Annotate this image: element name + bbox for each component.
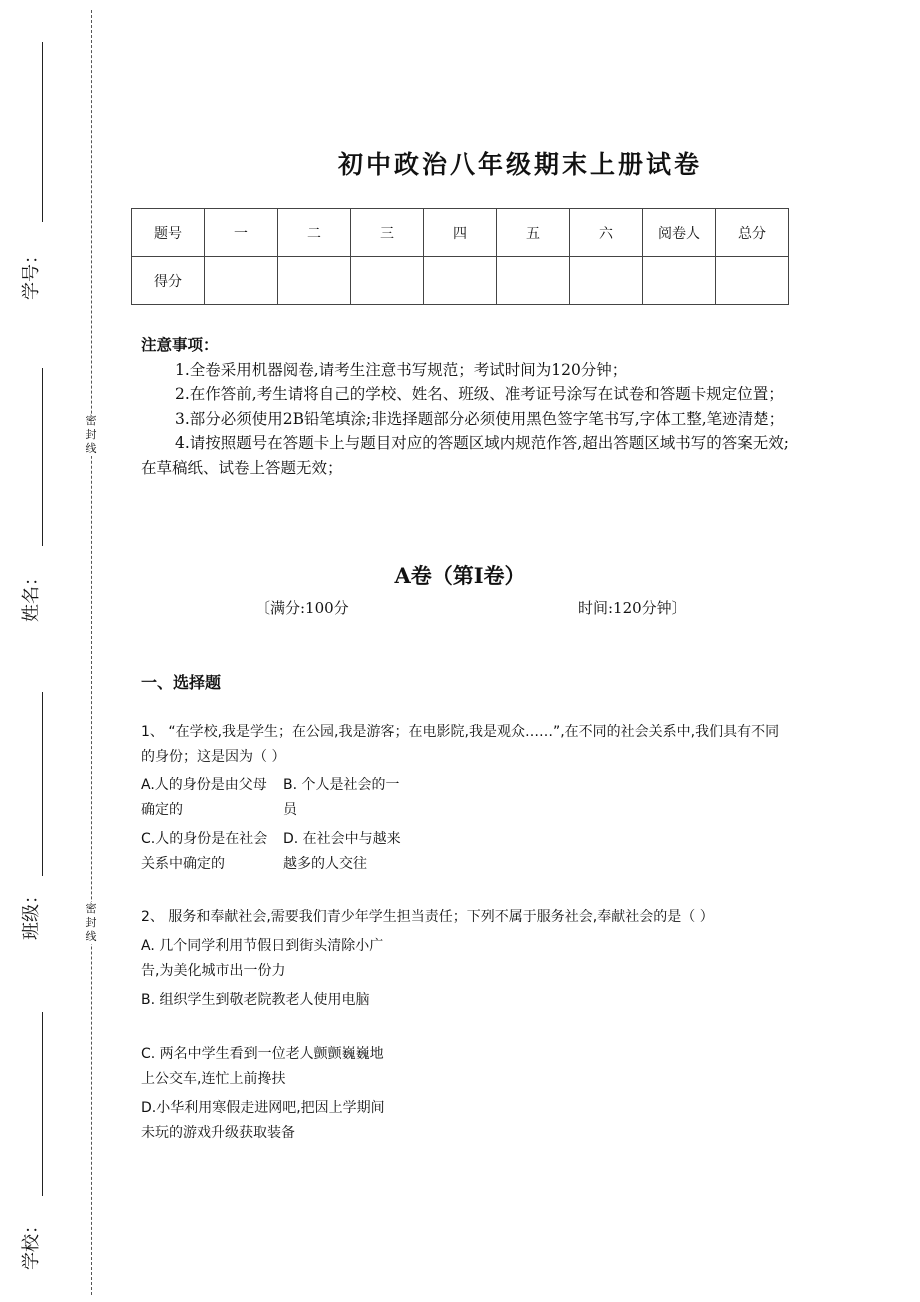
name-label: 姓名： — [21, 568, 42, 622]
exam-time: 时间:120分钟〕 — [578, 599, 687, 617]
option-b[interactable]: B. 个人是社会的一员 — [283, 777, 400, 818]
score-cell[interactable] — [424, 257, 497, 305]
student-id-label: 学号： — [21, 246, 42, 300]
header-cell: 五 — [497, 209, 570, 257]
score-cell[interactable] — [570, 257, 643, 305]
header-cell: 六 — [570, 209, 643, 257]
header-cell: 题号 — [132, 209, 205, 257]
class-label: 班级： — [21, 886, 42, 940]
option-c[interactable]: C. 两名中学生看到一位老人颤颤巍巍地上公交车,连忙上前搀扶 — [141, 1046, 384, 1087]
score-table-score-row — [132, 257, 789, 305]
option-d[interactable]: D.小华利用寒假走进网吧,把因上学期间未玩的游戏升级获取装备 — [141, 1100, 385, 1141]
notice-heading: 注意事项： — [141, 335, 219, 354]
score-cell[interactable] — [205, 257, 278, 305]
notice-block — [141, 333, 791, 480]
header-cell: 总分 — [716, 209, 789, 257]
score-cell[interactable] — [351, 257, 424, 305]
notice-item: 3.部分必须使用2B铅笔填涂;非选择题部分必须使用黑色签字笔书写,字体工整,笔迹清楚； — [175, 409, 785, 428]
class-line[interactable] — [42, 692, 43, 876]
option-b[interactable]: B. 组织学生到敬老院教老人使用电脑 — [141, 992, 370, 1008]
school-line[interactable] — [42, 1012, 43, 1196]
header-cell: 四 — [424, 209, 497, 257]
score-row-label: 得分 — [132, 257, 205, 305]
header-cell: 二 — [278, 209, 351, 257]
notice-item: 4.请按照题号在答题卡上与题目对应的答题区域内规范作答,超出答题区域书写的答案无效;在草稿纸、试卷上答题无效； — [141, 434, 789, 477]
notice-item: 1.全卷采用机器阅卷,请考生注意书写规范；考试时间为120分钟； — [175, 360, 628, 379]
score-cell[interactable] — [643, 257, 716, 305]
notice-item: 2.在作答前,考生请将自己的学校、姓名、班级、准考证号涂写在试卷和答题卡规定位置； — [175, 385, 784, 403]
header-cell: 阅卷人 — [643, 209, 716, 257]
seal-line-text: 密封线 — [85, 902, 97, 943]
header-cell: 三 — [351, 209, 424, 257]
full-mark: 〔满分:100分 — [255, 599, 349, 617]
option-a[interactable]: A. 几个同学利用节假日到街头清除小广告,为美化城市出一份力 — [141, 938, 384, 979]
score-cell[interactable] — [278, 257, 351, 305]
option-c[interactable]: C.人的身份是在社会关系中确定的 — [141, 831, 268, 872]
score-table — [131, 208, 789, 305]
name-line[interactable] — [42, 368, 43, 546]
score-cell[interactable] — [497, 257, 570, 305]
option-a[interactable]: A.人的身份是由父母确定的 — [141, 777, 267, 818]
header-cell: 一 — [205, 209, 278, 257]
question-stem: 2、 服务和奉献社会,需要我们青少年学生担当责任；下列不属于服务社会,奉献社会的是（ ） — [141, 909, 714, 925]
binding-dashed-line — [91, 10, 92, 1295]
exam-title: 初中政治八年级期末上册试卷 — [337, 150, 702, 179]
student-id-line[interactable] — [42, 42, 43, 222]
score-table-header-row — [132, 209, 789, 257]
school-label: 学校： — [21, 1216, 42, 1270]
section-a-title: A卷（第I卷） — [394, 563, 526, 588]
seal-line-text: 密封线 — [85, 414, 97, 455]
question-stem: 1、 “在学校,我是学生；在公园,我是游客；在电影院,我是观众……”,在不同的社会关系中,我们具有不同的身份；这是因为（ ） — [141, 724, 780, 765]
option-d[interactable]: D. 在社会中与越来越多的人交往 — [283, 831, 401, 872]
section-1-title: 一、选择题 — [141, 673, 222, 692]
score-cell[interactable] — [716, 257, 789, 305]
